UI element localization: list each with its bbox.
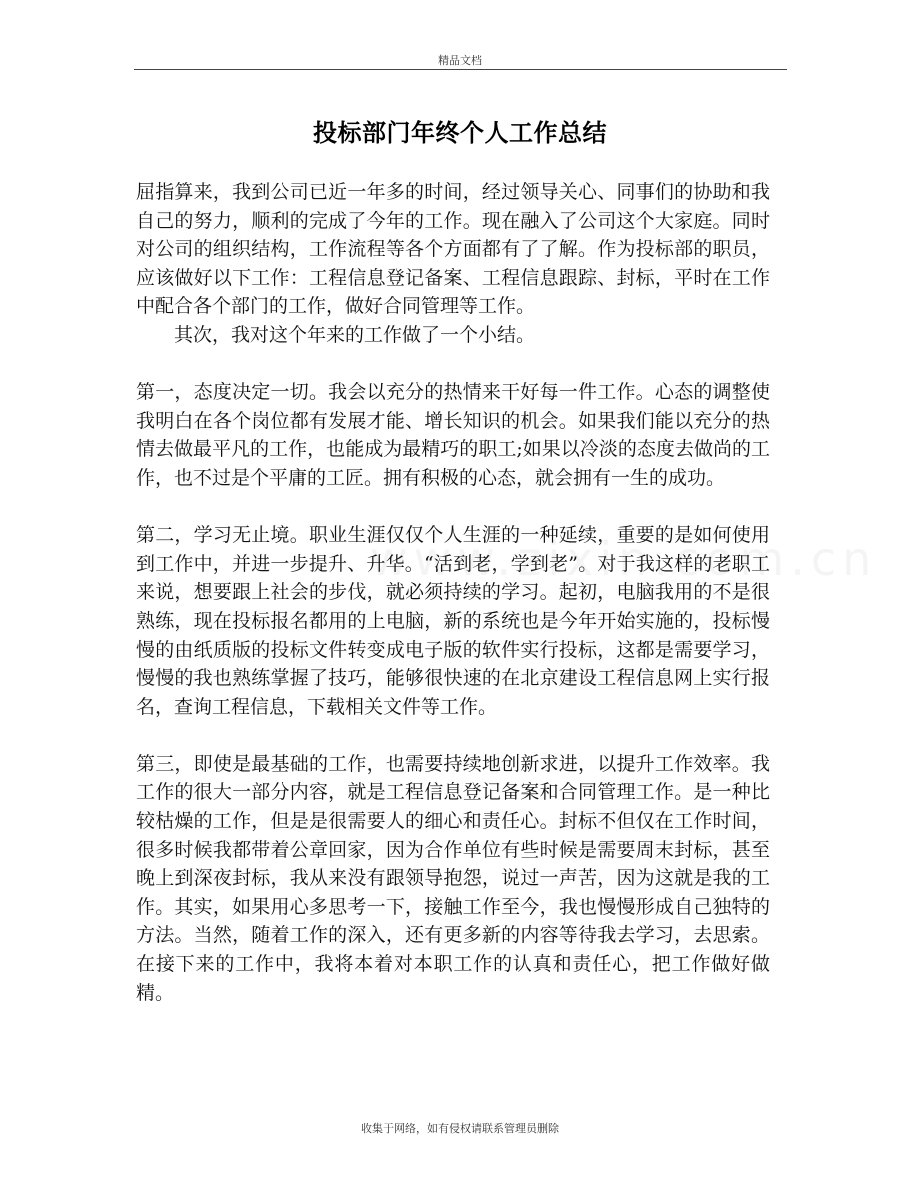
header-divider xyxy=(134,69,787,70)
paragraph-point-two: 第二，学习无止境。职业生涯仅仅个人生涯的一种延续，重要的是如何使用到工作中，并进一步提升、升华。“活到老，学到老”。对于我这样的老职工来说，想要跟上社会的步伐，就必须持续的学习。起初，电脑我用的不是很熟练，现在投标报名都用的上电脑，新的系统也是今年开始实施的，投标慢慢的由纸质版的投标文件转变成电子版的软件实行投标，这都是需要学习，慢慢的我也熟练掌握了技巧，能够很快速的在北京建设工程信息网上实行报名，查询工程信息，下载相关文件等工作。 xyxy=(136,524,770,718)
document-body xyxy=(136,178,770,1007)
paragraph-gap xyxy=(136,721,770,750)
document-title: 投标部门年终个人工作总结 xyxy=(313,119,607,147)
paragraph-intro: 屈指算来，我到公司已近一年多的时间，经过领导关心、同事们的协助和我自己的努力，顺利的完成了今年的工作。现在融入了公司这个大家庭。同时对公司的组织结构，工作流程等各个方面都有了了解。作为投标部的职员，应该做好以下工作：工程信息登记备案、工程信息跟踪、封标，平时在工作中配合各个部门的工作，做好合同管理等工作。 xyxy=(136,181,770,318)
paragraph-summary-lead: 其次，我对这个年来的工作做了一个小结。 xyxy=(174,323,536,346)
paragraph-point-one: 第一，态度决定一切。我会以充分的热情来干好每一件工作。心态的调整使我明白在各个岗位都有发展才能、增长知识的机会。如果我们能以充分的热情去做最平凡的工作，也能成为最精巧的职工;如果以冷淡的态度去做尚的工作，也不过是个平庸的工匠。拥有积极的心态，就会拥有一生的成功。 xyxy=(136,381,770,489)
footer-label: 收集于网络，如有侵权请联系管理员删除 xyxy=(361,1122,559,1135)
paragraph-point-three: 第三，即使是最基础的工作，也需要持续地创新求进，以提升工作效率。我工作的很大一部分内容，就是工程信息登记备案和合同管理工作。是一种比较枯燥的工作，但是是很需要人的细心和责任心。封标不但仅在工作时间，很多时候我都带着公章回家，因为合作单位有些时候是需要周末封标，甚至晚上到深夜封标，我从来没有跟领导抱怨，说过一声苦，因为这就是我的工作。其实，如果用心多思考一下，接触工作至今，我也慢慢形成自己独特的方法。当然，随着工作的深入，还有更多新的内容等待我去学习，去思索。在接下来的工作中，我将本着对本职工作的认真和责任心，把工作做好做精。 xyxy=(136,752,770,1004)
paragraph-gap xyxy=(136,350,770,379)
header-label: 精品文档 xyxy=(438,54,482,67)
paragraph-gap xyxy=(136,493,770,522)
